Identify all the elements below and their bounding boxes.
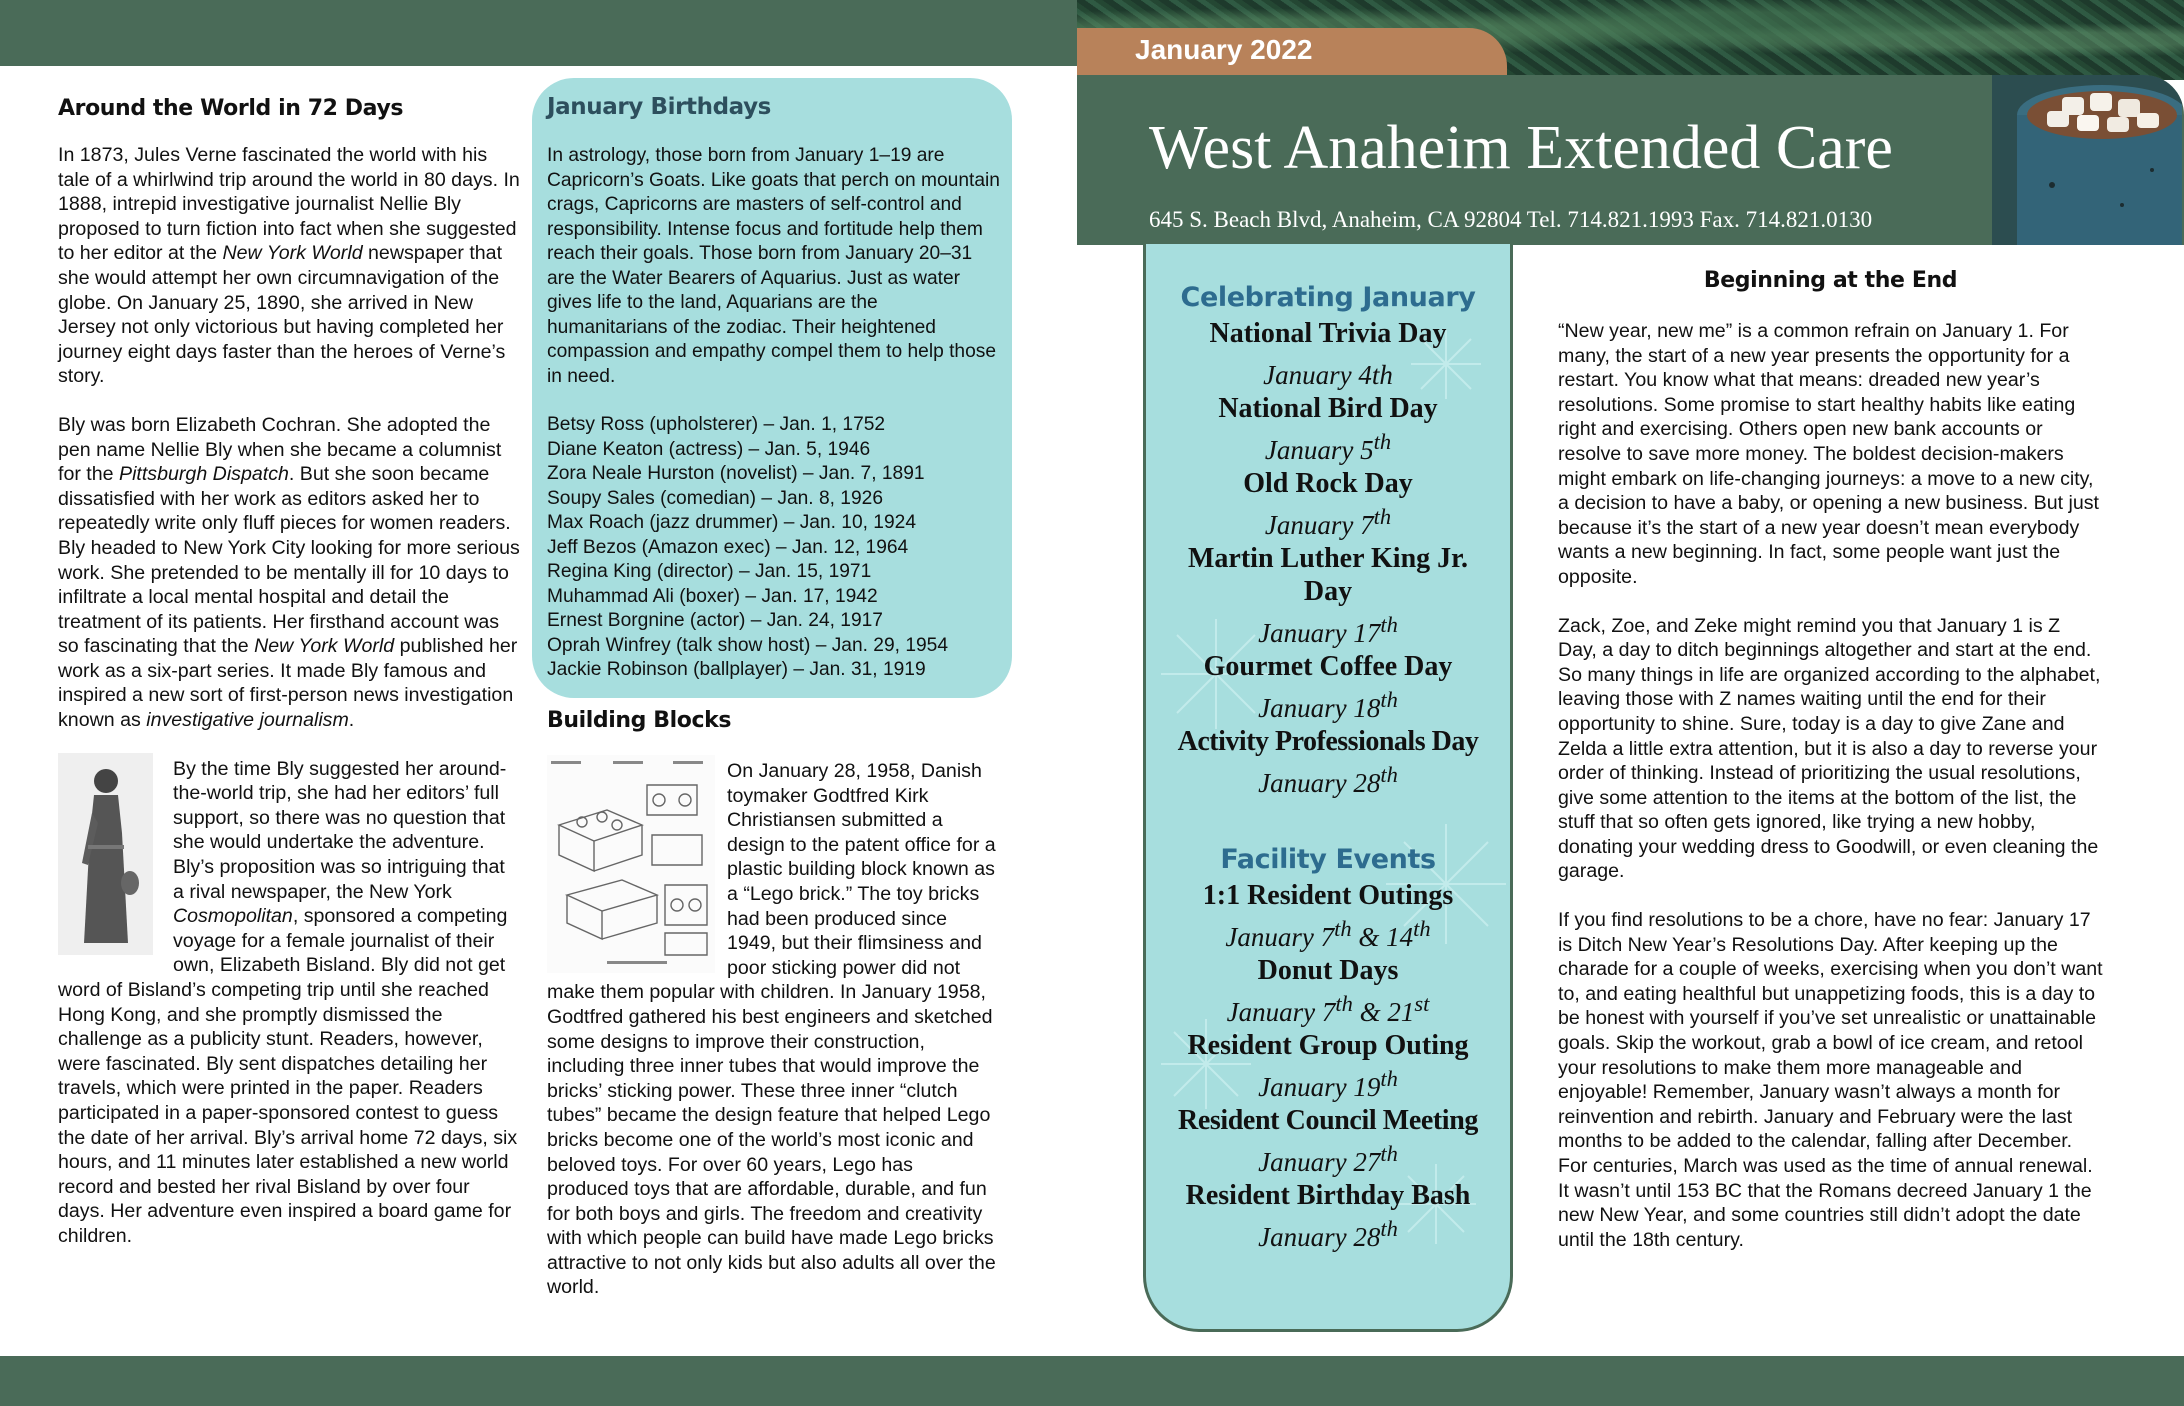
event-name: Resident Council Meeting [1178,1105,1478,1136]
event-name: National Trivia Day [1209,318,1447,349]
event-date: January 5th [1264,429,1392,465]
hot-cocoa-mug-icon [1992,75,2182,245]
event-date: January 7th & 14th [1225,916,1431,952]
event-name: Resident Birthday Bash [1185,1180,1471,1211]
lego-patent-drawing [547,755,715,973]
event-name: Martin Luther King Jr. Day [1187,543,1468,607]
event-name: Activity Professionals Day [1177,726,1479,757]
event-date: January 4th [1263,360,1393,390]
event-name: Gourmet Coffee Day [1203,651,1453,682]
event-name: Old Rock Day [1243,468,1413,499]
event-date: January 7th & 21st [1226,991,1430,1027]
building-blocks-article [547,708,999,1300]
top-banner [0,0,1080,66]
event-date: January 28th [1258,762,1398,798]
list-item: Muhammad Ali (boxer) – Jan. 17, 1942 [547,585,878,607]
article-heading: Around the World in 72 Days [58,96,404,121]
list-item: Oprah Winfrey (talk show host) – Jan. 29, 1954 [547,634,948,656]
article-paragraph: Zack, Zoe, and Zeke might remind you that January 1 is Z Day, a day to ditch beginnings altogether and start at the end. So many things in life are organized according to the alphabet, leaving those with Z names waiting until the end for their opportunity to shine. Sure, today is a day to give Zane and Zelda a little extra attention, but it is also a day to reverse your order of thinking. Instead of prioritizing the usual resolutions, give some attention to the items at the bottom of the list, the stuff that so often gets ignored, like trying a new hobby, donating your wedding dress to Goodwill, or even cleaning the garage. [1558,614,2101,883]
event-date: January 27th [1258,1141,1398,1177]
article-paragraph: Bly was born Elizabeth Cochran. She adopted the pen name Nellie Bly when she became a columnist for the Pittsburgh Dispatch. But she soon became dissatisfied with her work as editors asked her to repeatedly write only fluff pieces for women readers. Bly headed to New York City looking for more serious work. She pretended to be mentally ill for 10 days to infiltrate a local mental hospital and detail the treatment of its patients. Her firsthand account was so fascinating that the New York World published her work as a six-part series. It made Bly famous and inspired a new sort of first-person news investigation known as investigative journalism. [58,413,520,732]
list-item: Diane Keaton (actress) – Jan. 5, 1946 [547,438,871,460]
facility-address: 645 S. Beach Blvd, Anaheim, CA 92804 Tel. 714.821.1993 Fax. 714.821.0130 [1149,207,1873,232]
event-name: Donut Days [1257,955,1399,986]
event-date: January 7th [1264,504,1392,540]
facility-heading: Facility Events [1220,844,1436,875]
around-the-world-article [58,96,520,1273]
article-paragraph: “New year, new me” is a common refrain on January 1. For many, the start of a new year presents the opportunity for a restart. You know what that means: dreaded new year’s resolutions. Some promise to start healthy habits like eating right and exercising. Others open new bank accounts or resolve to save more money. The boldest decision-makers might embark on life-changing journeys: a move to a new city, a decision to have a baby, or opening a new business. But just because it’s the start of a new year doesn’t mean everybody wants a new beginning. In fact, some people want just the opposite. [1558,320,2099,588]
list-item: Jeff Bezos (Amazon exec) – Jan. 12, 1964 [547,536,909,558]
list-item: Zora Neale Hurston (novelist) – Jan. 7, 1891 [547,463,925,484]
issue-date: January 2022 [1135,34,1313,65]
bottom-banner [0,1356,2184,1406]
newsletter-header [1077,75,2184,245]
list-item: Ernest Borgnine (actor) – Jan. 24, 1917 [547,610,883,631]
date-tab [1077,28,1507,78]
list-item: Soupy Sales (comedian) – Jan. 8, 1926 [547,487,883,509]
article-heading: Beginning at the End [1703,268,1958,293]
list-item: Jackie Robinson (ballplayer) – Jan. 31, 1919 [547,659,926,680]
facility-list [1146,879,1510,1254]
event-date: January 19th [1258,1066,1398,1102]
beginning-at-the-end-article [1558,270,2103,1276]
birthdays-list [547,413,1002,683]
birthdays-heading: January Birthdays [547,94,771,120]
celebrating-heading: Celebrating January [1180,282,1476,313]
newsletter-title: West Anaheim Extended Care [1149,114,1893,182]
article-paragraph: If you find resolutions to be a chore, have no fear: January 17 is Ditch New Year’s Resolutions Day. After keeping up the charade for a couple of weeks, exercising when you don’t want to, and eating healthful but unappetizing foods, this is a day to be honest with yourself if you’ve set unrealistic or unattainable goals. Skip the workout, grab a bowl of ice cream, and retool your resolutions to make them more manageable and enjoyable! Remember, January wasn’t always a month for reinvention and rebirth. January and February were the last months to be added to the calendar, falling after December. For centuries, March was used as the time of annual renewal. It wasn’t until 153 BC that the Romans decreed January 1 the new New Year, and some countries still didn’t adopt the date until the 18th century. [1558,909,2103,1251]
event-date: January 18th [1258,687,1398,723]
article-paragraph: In 1873, Jules Verne fascinated the world with his tale of a whirlwind trip around the world in 80 days. In 1888, intrepid investigative journalist Nellie Bly proposed to turn fiction into fact when she suggested to her editor at the New York World newspaper that she would attempt her own circumnavigation of the globe. On January 25, 1890, she arrived in New Jersey not only victorious but having completed her journey eight days faster than the heroes of Verne’s story. [58,144,520,388]
article-heading: Building Blocks [547,708,732,733]
list-item: Betsy Ross (upholsterer) – Jan. 1, 1752 [547,414,886,435]
birthdays-intro: In astrology, those born from January 1–19 are Capricorn’s Goats. Like goats that perch on mountain crags, Capricorns are masters of self-control and responsibility. Intense focus and fortitude help them reach their goals. Those born from January 20–31 are the Water Bearers of Aquarius. Just as water gives life to the land, Aquarians are the humanitarians of the zodiac. Their heightened compassion and empathy compel them to help those in need. [547,145,1000,387]
event-date: January 17th [1258,612,1398,648]
event-date: January 28th [1258,1216,1398,1252]
event-name: Resident Group Outing [1187,1030,1469,1061]
list-item: Max Roach (jazz drummer) – Jan. 10, 1924 [547,512,916,533]
january-birthdays-box [532,78,1012,698]
event-name: 1:1 Resident Outings [1202,880,1454,911]
events-panel [1143,244,1513,1332]
list-item: Regina King (director) – Jan. 15, 1971 [547,561,872,582]
event-name: National Bird Day [1218,393,1438,424]
nellie-bly-photo [58,753,153,955]
celebrating-list [1146,317,1510,800]
article-paragraph: On January 28, 1958, Danish toymaker Godtfred Kirk Christiansen submitted a design to the patent office for a plastic building block known as a “Lego brick.” The toy bricks had been produced since 1949, but their flimsiness and poor sticking power did not make them popular with children. In January 1958, Godtfred gathered his best engineers and sketched some designs to improve their construction, including three inner tubes that would improve the bricks’ sticking power. These three inner “clutch tubes” became the design feature that helped Lego bricks become one of the world’s most iconic and beloved toys. For over 60 years, Lego has produced toys that are affordable, durable, and fun for both boys and girls. The freedom and creativity with which people can build have made Lego bricks attractive to not only kids but also adults all over the world. [547,760,996,1299]
article-paragraph: By the time Bly suggested her around-the-world trip, she had her editors’ full support, so there was no question that she would undertake the adventure. Bly’s proposition was so intriguing that a rival newspaper, the New York Cosmopolitan, sponsored a competing voyage for a female journalist of their own, Elizabeth Bisland. Bly did not get word of Bisland’s competing trip until she reached Hong Kong, and she promptly dismissed the challenge as a publicity stunt. Readers, however, were fascinated. Bly sent dispatches detailing her travels, which were printed in the paper. Readers participated in a paper-sponsored contest to guess the date of her arrival. Bly’s arrival home 72 days, six hours, and 11 minutes later established a new world record and bested her rival Bisland by over four days. Her adventure even inspired a board game for children. [58,757,518,1247]
